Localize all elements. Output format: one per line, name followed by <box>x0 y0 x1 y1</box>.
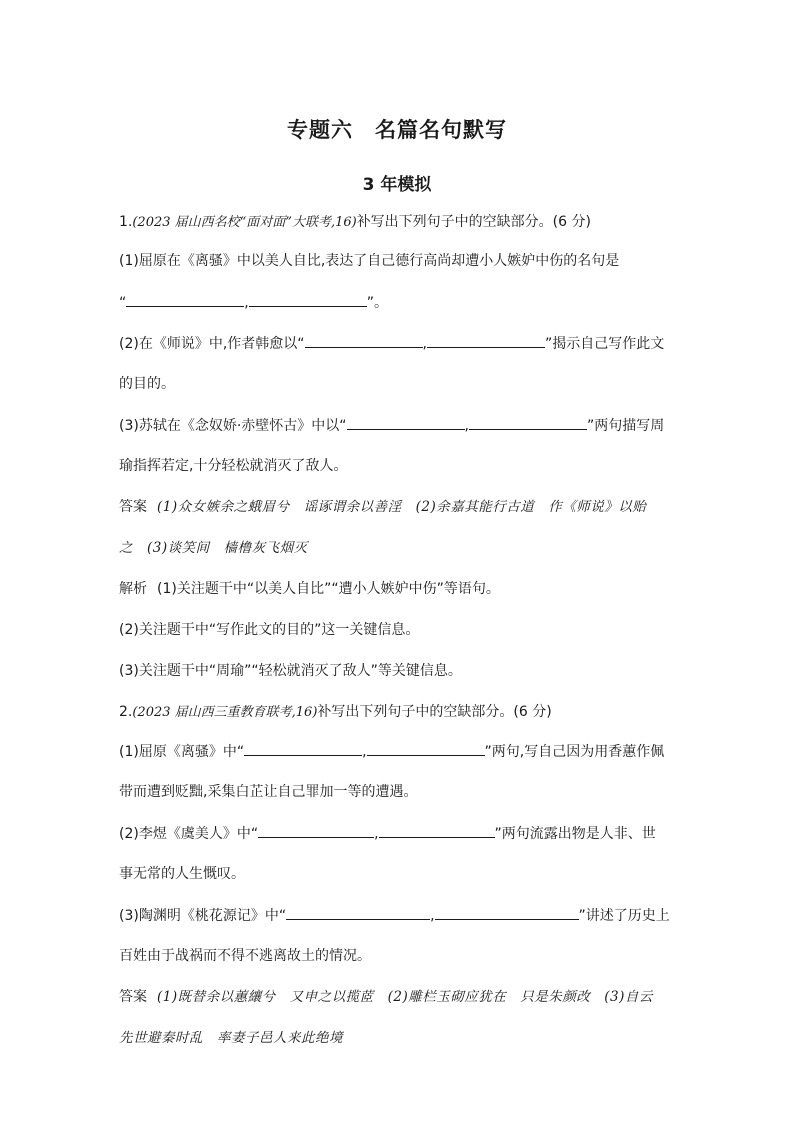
q2-part3-line2: 百姓由于战祸而不得不逃离故土的情况。 <box>119 948 371 964</box>
question-prompt: 补写出下列句子中的空缺部分。(6 分) <box>356 214 591 230</box>
q1-answer-line2 <box>119 538 679 579</box>
answer-blank[interactable] <box>435 905 579 920</box>
answer-label: 答案 <box>119 499 147 515</box>
section-subtitle: 3 年模拟 <box>362 175 432 195</box>
question-number: 2. <box>119 704 133 720</box>
q1-analysis-line2: (2)关注题干中“写作此文的目的”这一关键信息。 <box>119 622 420 638</box>
answer-blank[interactable] <box>244 741 362 756</box>
q1-part1-line2: “ , ”。 <box>119 292 679 333</box>
q1-analysis-line3: (3)关注题干中“周瑜”“轻松就消灭了敌人”等关键信息。 <box>119 663 462 679</box>
answer-text: (1)既替余以蕙纕兮 又申之以揽茝 (2)雕栏玉砌应犹在 只是朱颜改 (3)自云 <box>157 989 653 1005</box>
answer-text: 先世避秦时乱 率妻子邑人来此绝境 <box>119 1030 343 1046</box>
question-source: (2023 届山西三重教育联考,16) <box>132 705 318 720</box>
answer-text: (1)众女嫉余之蛾眉兮 谣诼谓余以善淫 (2)余嘉其能行古道 作《师说》以贻 <box>157 499 647 515</box>
q2-part1-line2: 带而遭到贬黜,采集白芷让自己罪加一等的遭遇。 <box>119 784 418 800</box>
q2-part1-line1: (1)屈原《离骚》中“ , ”两句,写自己因为用香蕙作佩 <box>119 741 679 782</box>
question-number: 1. <box>119 214 133 230</box>
answer-text: 之 (3)谈笑间 樯橹灰飞烟灭 <box>119 540 308 556</box>
answer-blank[interactable] <box>367 741 485 756</box>
q2-answer-line1 <box>119 987 679 1028</box>
answer-blank[interactable] <box>347 415 465 430</box>
analysis-text: (1)关注题干中“以美人自比”“遭小人嫉妒中伤”等语句。 <box>157 581 500 597</box>
answer-label: 答案 <box>119 989 147 1005</box>
answer-blank[interactable] <box>258 823 374 838</box>
q2-part2-line1: (2)李煜《虞美人》中“ , ”两句流露出物是人非、世 <box>119 823 679 864</box>
answer-blank[interactable] <box>286 905 430 920</box>
q1-analysis-line1 <box>119 579 679 620</box>
q1-part2-line1: (2)在《师说》中,作者韩愈以“ , ”揭示自己写作此文 <box>119 333 679 374</box>
page-title: 专题六 名篇名句默写 <box>287 118 507 142</box>
answer-blank[interactable] <box>379 823 495 838</box>
question-2-header <box>119 702 679 741</box>
answer-blank[interactable] <box>305 333 423 348</box>
q1-part2-line2: 的目的。 <box>119 376 175 392</box>
content-body <box>119 212 679 1069</box>
answer-blank[interactable] <box>249 292 367 307</box>
q2-answer-line2 <box>119 1028 679 1069</box>
q1-part1-line1: (1)屈原在《离骚》中以美人自比,表达了自己德行高尚却遭小人嫉妒中伤的名句是 <box>119 253 620 269</box>
question-prompt: 补写出下列句子中的空缺部分。(6 分) <box>317 704 552 720</box>
answer-blank[interactable] <box>126 292 244 307</box>
answer-blank[interactable] <box>427 333 545 348</box>
question-1-header <box>119 212 679 251</box>
question-source: (2023 届山西名校“面对面”大联考,16) <box>132 215 357 230</box>
answer-blank[interactable] <box>469 415 587 430</box>
q2-part3-line1: (3)陶渊明《桃花源记》中“ , ”讲述了历史上 <box>119 905 679 946</box>
analysis-label: 解析 <box>119 581 147 597</box>
q2-part2-line2: 事无常的人生慨叹。 <box>119 866 245 882</box>
q1-answer-line1 <box>119 497 679 538</box>
q1-part3-line1: (3)苏轼在《念奴娇·赤壁怀古》中以“ , ”两句描写周 <box>119 415 679 456</box>
q1-part3-line2: 瑜指挥若定,十分轻松就消灭了敌人。 <box>119 458 348 474</box>
